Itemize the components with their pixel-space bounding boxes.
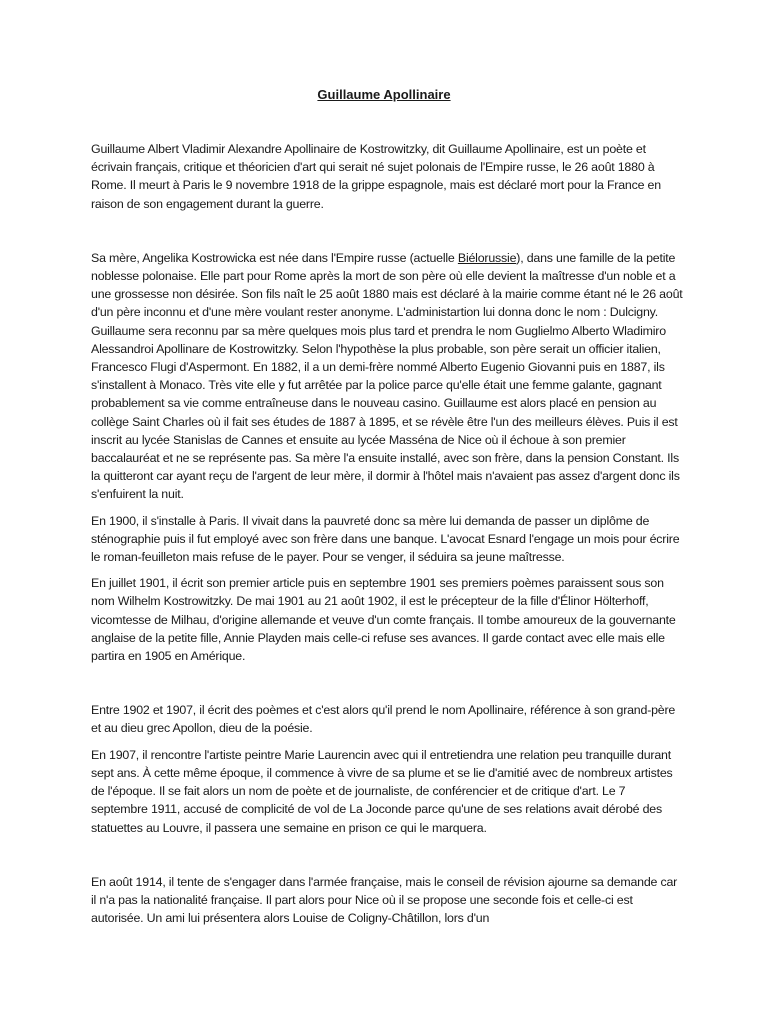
paragraph-mother-rest: ), dans une famille de la petite noblesse polonaise. Elle part pour Rome après la mort de son père où elle devient la maîtresse d'un noble et a une grossesse non désirée. Son fils naît le 25 août 1880 mais est déclaré à la mairie comme étant né le 26 août d'un père inconnu et d'une mère voulant rester anonyme. L'administartion lui donna donc le nom : Dulcigny. Guillaume sera reconnu par sa mère quelques mois plus tard et prendra le nom Guglielmo Alberto Wladimiro Alessandroi Apollinare de Kostrowitzky. Selon l'hypothèse la plus probable, son père serait un officier italien, Francesco Flugi d'Aspermont. En 1882, il a un demi-frère nommé Alberto Eugenio Giovanni puis en 1887, ils s'installent à Monaco. Très vite elle y fut arrêtée par la police parce qu'elle était une femme galante, gagnant probablement sa vie comme entraîneuse dans le nouveau casino. Guillaume est alors placé en pension au collège Saint Charles où il fait ses études de 1887 à 1895, et se révèle être l'un des meilleurs élèves. Puis il est inscrit au lycée Stanislas de Cannes et ensuite au lycée Masséna de Nice où il échoue à son premier baccalauréat et ne se représente pas. Sa mère l'a ensuite installé, avec son frère, dans la pension Constant. Ils la quitteront car ayant reçu de l'argent de leur mère, il dormir à l'hôtel mais n'avaient pas assez d'argent donc ils s'enfuirent la nuit. [91, 250, 683, 502]
document-body [91, 140, 683, 927]
paragraph-mother-start: Sa mère, Angelika Kostrowicka est née dans l'Empire russe (actuelle [91, 250, 458, 265]
paragraph-1900: En 1900, il s'installe à Paris. Il vivait dans la pauvreté donc sa mère lui demanda de passer un diplôme de sténographie puis il fut employé avec son frère dans une banque. L'avocat Esnard l'engage un mois pour écrire le roman-feuilleton mais refuse de le payer. Pour se venger, il séduira sa jeune maîtresse. [91, 513, 680, 565]
paragraph-1907: En 1907, il rencontre l'artiste peintre Marie Laurencin avec qui il entretiendra une relation peu tranquille durant sept ans. À cette même époque, il commence à vivre de sa plume et se lie d'amitié avec de nombreux artistes de l'époque. Il se fait alors un nom de poète et de journaliste, de conférencier et de critique d'art. Le 7 septembre 1911, accusé de complicité de vol de La Joconde parce qu'une de ses relations avait dérobé des statuettes au Louvre, il passera une semaine en prison ce qui le marquera. [91, 747, 673, 835]
paragraph-1914: En août 1914, il tente de s'engager dans l'armée française, mais le conseil de révision ajourne sa demande car il n'a pas la nationalité française. Il part alors pour Nice où il se propose une seconde fois et celle-ci est autorisée. Un ami lui présentera alors Louise de Coligny-Châtillon, lors d'un [91, 874, 678, 926]
paragraph-1901: En juillet 1901, il écrit son premier article puis en septembre 1901 ses premiers poèmes paraissent sous son nom Wilhelm Kostrowitzky. De mai 1901 au 21 août 1902, il est le précepteur de la fille d'Élinor Hölterhoff, vicomtesse de Milhau, d'origine allemande et veuve d'un comte français. Il tombe amoureux de la gouvernante anglaise de la petite fille, Annie Playden mais celle-ci refuse ses avances. Il garde contact avec elle mais elle partira en 1905 en Amérique. [91, 576, 676, 664]
paragraph-mother [91, 249, 683, 504]
paragraph-intro: Guillaume Albert Vladimir Alexandre Apollinaire de Kostrowitzky, dit Guillaume Apollinaire, est un poète et écrivain français, critique et théoricien d'art qui serait né sujet polonais de l'Empire russe, le 26 août 1880 à Rome. Il meurt à Paris le 9 novembre 1918 de la grippe espagnole, mais est déclaré mort pour la France en raison de son engagement durant la guerre. [91, 142, 661, 211]
bielorussie-link[interactable]: Biélorussie [457, 250, 517, 265]
paragraph-1902: Entre 1902 et 1907, il écrit des poèmes et c'est alors qu'il prend le nom Apollinaire, référence à son grand-père et au dieu grec Apollon, dieu de la poésie. [91, 703, 676, 736]
document-title: Guillaume Apollinaire [317, 87, 451, 102]
